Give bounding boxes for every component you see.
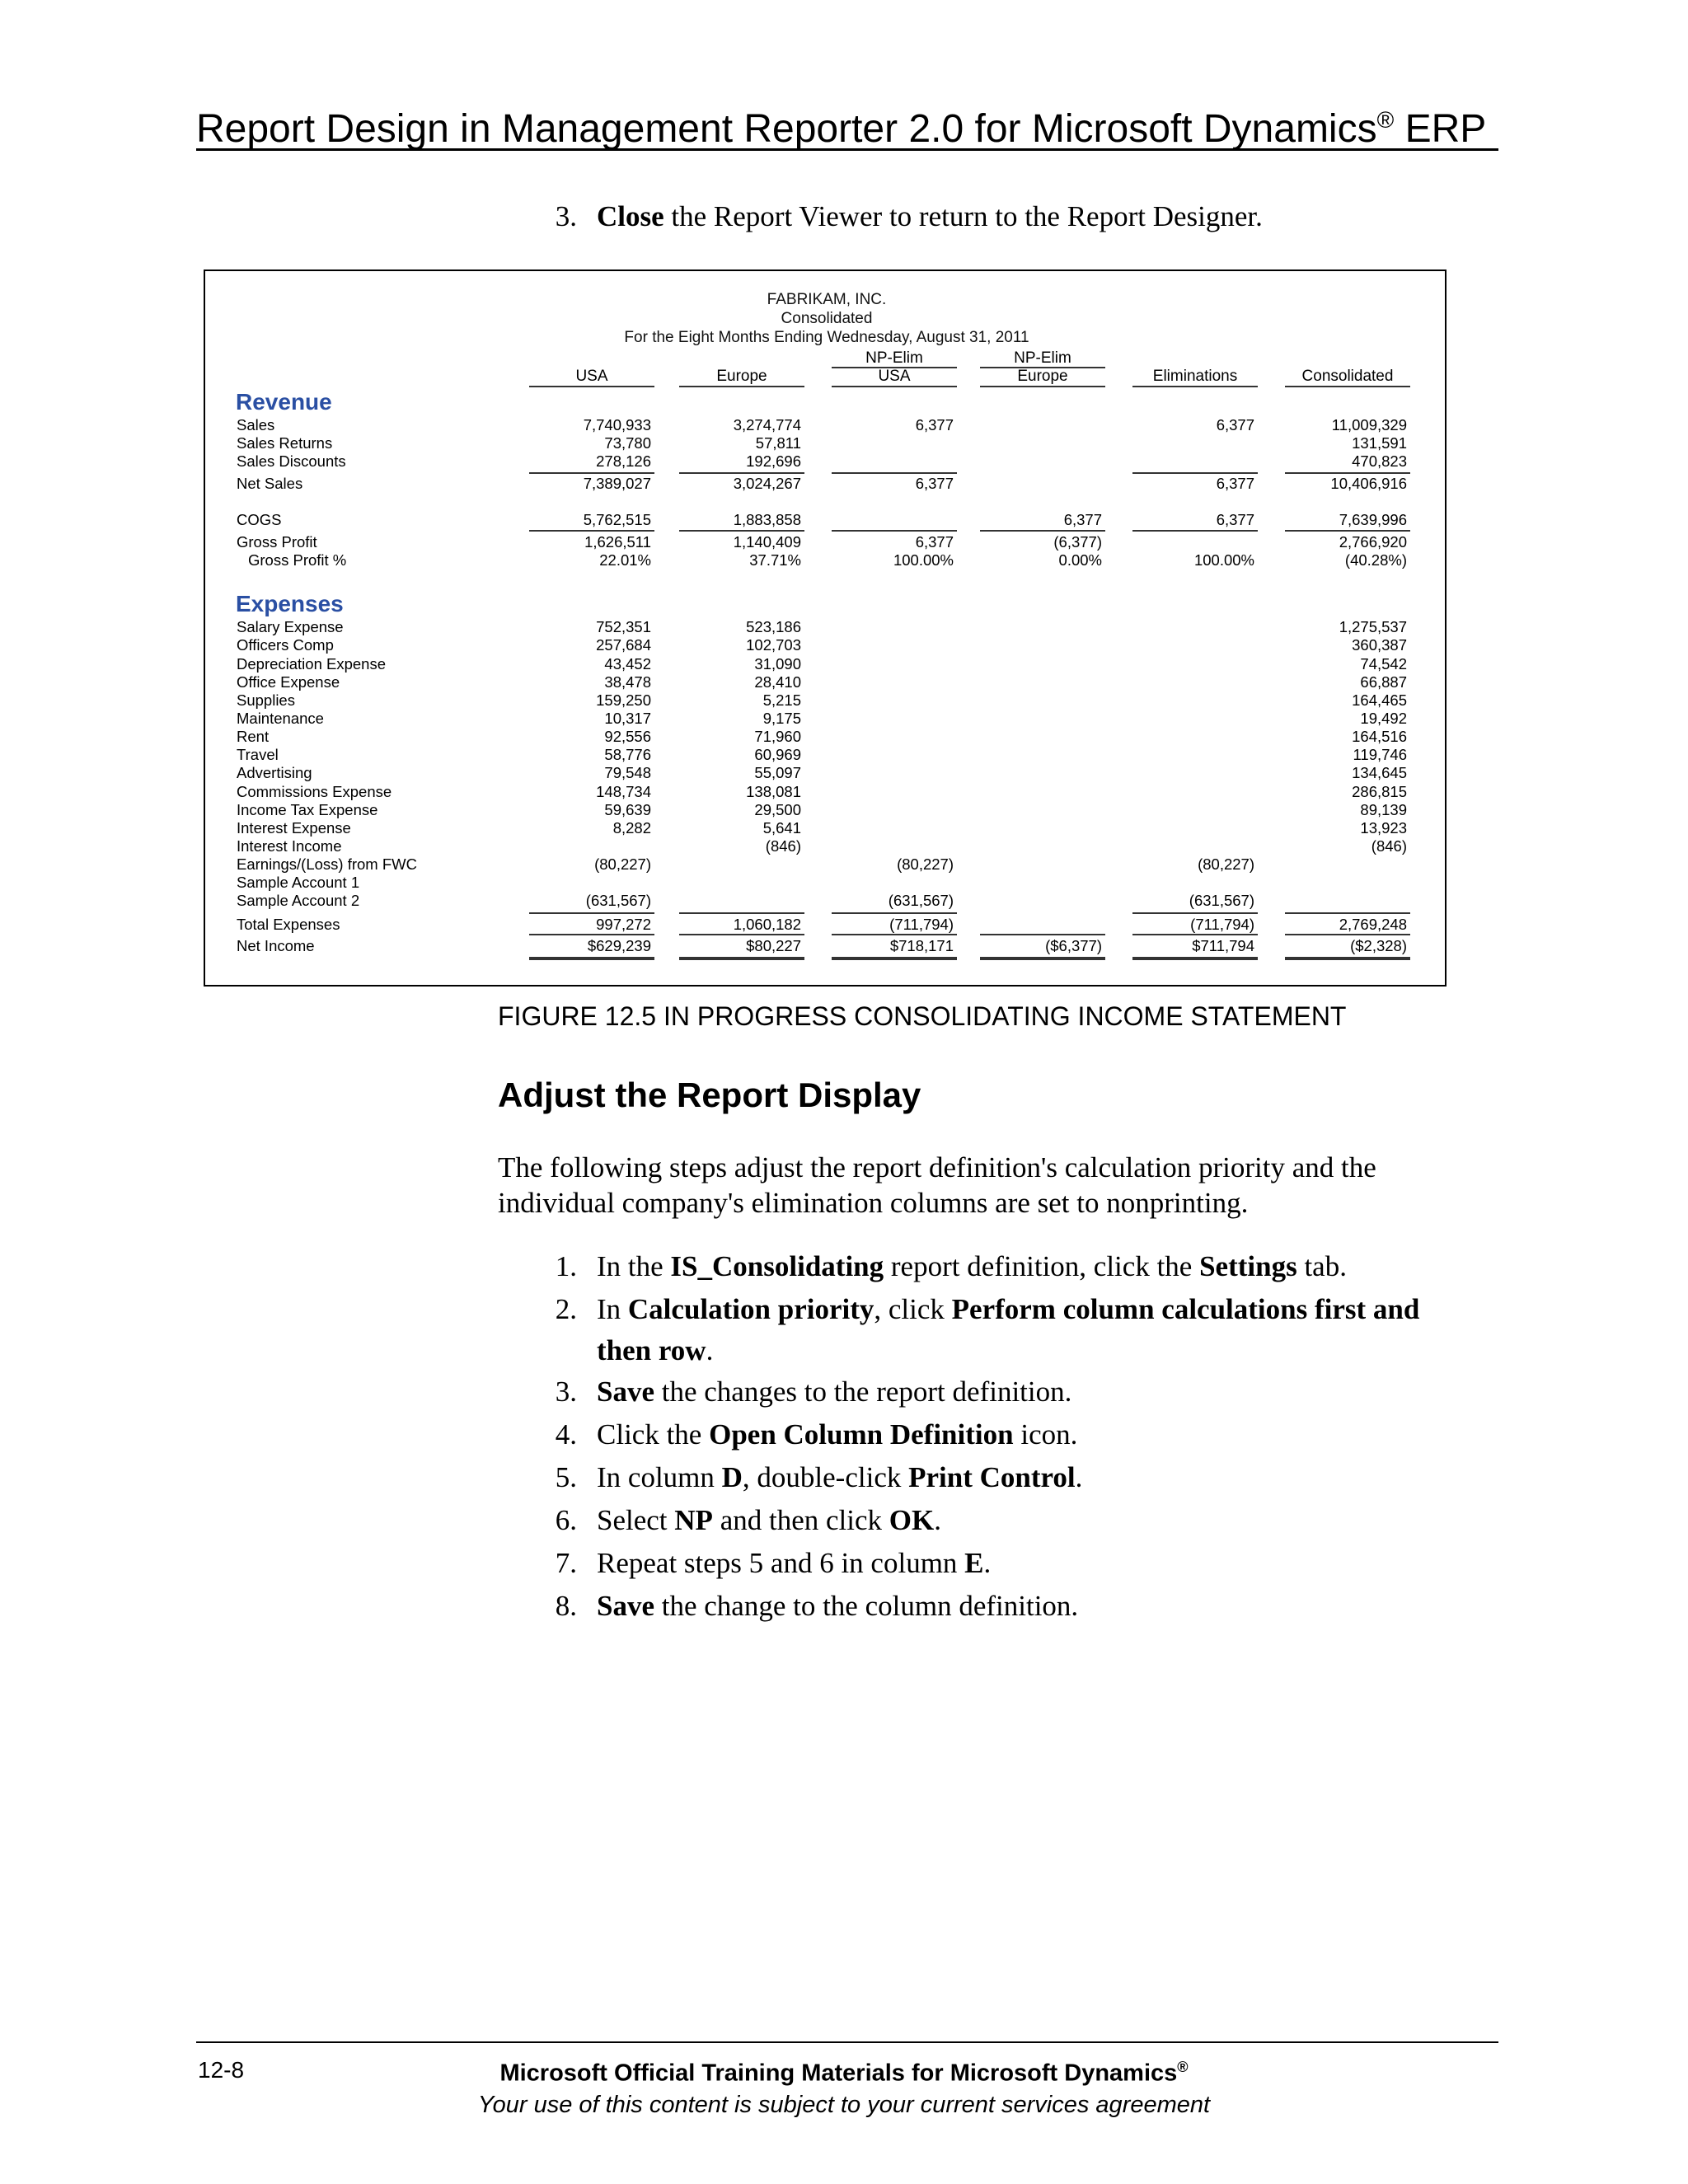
- sum-rule: [832, 912, 957, 914]
- revenue-value: 1,626,511: [584, 533, 651, 551]
- revenue-value: 3,274,774: [733, 416, 801, 434]
- page-header: [196, 92, 1498, 151]
- expense-value: 134,645: [1352, 764, 1407, 781]
- sum-rule: [1285, 912, 1410, 914]
- sum-rule: [832, 472, 957, 474]
- revenue-label: Gross Profit: [237, 533, 317, 551]
- body-paragraph: The following steps adjust the report definition's calculation priority and the individual company's elimination columns are set to nonprinting.: [498, 1151, 1376, 1219]
- step-text: In the IS_Consolidating report definition, click the Settings tab.: [597, 1250, 1347, 1282]
- step-text: In Calculation priority, click Perform column calculations first and then row.: [597, 1293, 1420, 1366]
- sum-rule: [832, 934, 957, 935]
- section-heading: Adjust the Report Display: [498, 1076, 921, 1114]
- expense-value: 164,465: [1352, 691, 1407, 709]
- expense-value: 31,090: [754, 655, 801, 673]
- revenue-value: 6,377: [1216, 511, 1254, 528]
- expense-value: 148,734: [596, 783, 651, 800]
- expense-value: 164,516: [1352, 728, 1407, 745]
- expense-value: (846): [1371, 837, 1407, 855]
- revenue-value: 37.71%: [749, 551, 801, 569]
- column-header: Consolidated: [1285, 368, 1410, 387]
- step-number: 5.: [555, 1461, 577, 1493]
- intro-step: [528, 196, 1517, 237]
- revenue-value: 10,406,916: [1330, 475, 1407, 492]
- expense-label: Total Expenses: [237, 916, 340, 933]
- sum-rule: [980, 934, 1105, 935]
- revenue-value: 278,126: [596, 452, 651, 470]
- expense-label: Earnings/(Loss) from FWC: [237, 855, 417, 873]
- revenue-value: 1,140,409: [733, 533, 801, 551]
- sum-rule: [679, 472, 804, 474]
- revenue-label: COGS: [237, 511, 282, 528]
- step-text: Save the change to the column definition.: [597, 1590, 1079, 1622]
- revenue-value: 7,740,933: [583, 416, 651, 434]
- figure-caption: FIGURE 12.5 IN PROGRESS CONSOLIDATING INCOME STATEMENT: [498, 1001, 1347, 1031]
- expense-label: Interest Income: [237, 837, 342, 855]
- expense-label: Advertising: [237, 764, 312, 781]
- total-rule: [1285, 957, 1410, 960]
- column-header: Eliminations: [1132, 368, 1258, 387]
- sum-rule: [1132, 912, 1258, 914]
- revenue-value: (40.28%): [1344, 551, 1407, 569]
- expense-value: 119,746: [1353, 746, 1407, 763]
- expense-value: 55,097: [754, 764, 801, 781]
- step-number: 3.: [555, 1376, 577, 1408]
- step-text: Select NP and then click OK.: [597, 1504, 941, 1536]
- revenue-value: (6,377): [1053, 533, 1102, 551]
- revenue-value: 73,780: [604, 434, 651, 452]
- expense-label: Income Tax Expense: [237, 801, 378, 818]
- revenue-label: Sales Discounts: [237, 452, 346, 470]
- column-header: Europe: [679, 368, 804, 387]
- expense-value: (80,227): [897, 855, 954, 873]
- page-number: 12-8: [198, 2057, 245, 2083]
- expense-value: 38,478: [604, 673, 651, 691]
- total-rule: [1132, 957, 1258, 960]
- expense-value: (711,794): [1190, 916, 1254, 933]
- step-text: Save the changes to the report definition.: [597, 1376, 1072, 1408]
- expense-value: 58,776: [604, 746, 651, 763]
- revenue-value: 100.00%: [1193, 551, 1254, 569]
- expense-label: Rent: [237, 728, 270, 745]
- expense-value: 28,410: [754, 673, 801, 691]
- expense-value: 71,960: [754, 728, 801, 745]
- expense-value: 29,500: [754, 801, 801, 818]
- expense-value: 92,556: [604, 728, 651, 745]
- expense-value: 752,351: [596, 618, 651, 635]
- sum-rule: [529, 934, 654, 935]
- column-header: Europe: [980, 368, 1105, 387]
- step-text: Click the Open Column Definition icon.: [597, 1418, 1078, 1451]
- expense-value: 997,272: [596, 916, 651, 933]
- expense-value: 10,317: [604, 710, 651, 727]
- expense-value: 9,175: [762, 710, 801, 727]
- expense-value: 59,639: [604, 801, 651, 818]
- expense-value: 13,923: [1360, 819, 1407, 837]
- step-item: [528, 1289, 1517, 1371]
- total-rule: [529, 957, 654, 960]
- total-rule: [980, 957, 1105, 960]
- expense-label: Sample Account 1: [237, 874, 360, 891]
- revenue-value: 6,377: [1063, 511, 1102, 528]
- total-rule: [679, 957, 804, 960]
- expense-value: 286,815: [1352, 783, 1407, 800]
- expense-value: 8,282: [612, 819, 651, 837]
- sum-rule: [1285, 934, 1410, 935]
- footer-title: Microsoft Official Training Materials for Microsoft Dynamics®: [499, 2059, 1189, 2087]
- revenue-value: 100.00%: [893, 551, 954, 569]
- expense-value: 19,492: [1360, 710, 1407, 727]
- footer-notice: Your use of this content is subject to your current services agreement: [477, 2092, 1211, 2118]
- expense-label: Net Income: [237, 937, 315, 954]
- expense-label: Maintenance: [237, 710, 324, 727]
- expense-label: Salary Expense: [237, 618, 344, 635]
- step-text: Repeat steps 5 and 6 in column E.: [597, 1547, 992, 1579]
- sum-rule: [679, 912, 804, 914]
- revenue-value: 6,377: [915, 475, 954, 492]
- revenue-label: Gross Profit %: [248, 551, 347, 569]
- footer-rule: [196, 2041, 1498, 2043]
- revenue-value: 192,696: [746, 452, 801, 470]
- report-period: For the Eight Months Ending Wednesday, August 31, 2011: [624, 329, 1029, 346]
- expense-value: 79,548: [604, 764, 651, 781]
- expense-value: 66,887: [1360, 673, 1407, 691]
- expense-value: 159,250: [596, 691, 651, 709]
- expense-value: ($2,328): [1350, 937, 1407, 954]
- revenue-value: 57,811: [755, 434, 801, 452]
- expense-label: Supplies: [237, 691, 295, 709]
- header-title: Report Design in Management Reporter 2.0 for Microsoft Dynamics® ERP: [196, 107, 1487, 151]
- expense-label: Sample Account 2: [237, 892, 360, 909]
- expenses-title: Expenses: [236, 591, 344, 616]
- expense-label: Depreciation Expense: [237, 655, 386, 673]
- revenue-value: 131,591: [1352, 434, 1407, 452]
- expense-value: 257,684: [596, 636, 651, 654]
- sum-rule: [1132, 530, 1258, 532]
- expense-value: $711,794: [1192, 937, 1254, 954]
- step-number: 3.: [555, 200, 577, 232]
- sum-rule: [679, 530, 804, 532]
- sum-rule: [980, 530, 1105, 532]
- revenue-value: 6,377: [915, 533, 954, 551]
- revenue-value: 1,883,858: [733, 511, 801, 528]
- step-number: 6.: [555, 1504, 577, 1536]
- revenue-value: 7,389,027: [583, 475, 651, 492]
- sum-rule: [1285, 530, 1410, 532]
- column-header-top: NP-Elim: [980, 349, 1105, 368]
- expense-value: 360,387: [1352, 636, 1407, 654]
- revenue-value: 6,377: [1216, 475, 1254, 492]
- expense-value: 60,969: [754, 746, 801, 763]
- report-figure: [204, 269, 1447, 987]
- revenue-value: 0.00%: [1058, 551, 1102, 569]
- total-rule: [832, 957, 957, 960]
- expense-label: Office Expense: [237, 673, 340, 691]
- step-number: 1.: [555, 1250, 577, 1282]
- expense-value: $718,171: [889, 937, 954, 954]
- sum-rule: [1132, 472, 1258, 474]
- expense-value: 74,542: [1360, 655, 1407, 673]
- step-item: [528, 1586, 1517, 1668]
- expense-label: Interest Expense: [237, 819, 351, 837]
- sum-rule: [1285, 472, 1410, 474]
- revenue-label: Net Sales: [237, 475, 303, 492]
- expense-value: 1,275,537: [1339, 618, 1407, 635]
- revenue-value: 470,823: [1352, 452, 1407, 470]
- expense-value: 43,452: [604, 655, 651, 673]
- expense-value: 5,641: [762, 819, 801, 837]
- expense-value: (711,794): [889, 916, 954, 933]
- report-company: FABRIKAM, INC.: [767, 291, 887, 308]
- step-number: 7.: [555, 1547, 577, 1579]
- expense-value: 523,186: [746, 618, 801, 635]
- expense-value: 89,139: [1360, 801, 1407, 818]
- revenue-value: 22.01%: [599, 551, 651, 569]
- step-number: 2.: [555, 1293, 577, 1325]
- expense-value: (631,567): [585, 892, 651, 909]
- expense-label: Officers Comp: [237, 636, 334, 654]
- revenue-label: Sales: [237, 416, 275, 434]
- expense-value: 138,081: [746, 783, 801, 800]
- report-subtitle: Consolidated: [781, 310, 873, 327]
- sum-rule: [529, 472, 654, 474]
- expense-value: (80,227): [594, 855, 651, 873]
- sum-rule: [529, 912, 654, 914]
- sum-rule: [1132, 934, 1258, 935]
- revenue-value: 11,009,329: [1331, 416, 1407, 434]
- sum-rule: [679, 934, 804, 935]
- step-text: In column D, double-click Print Control.: [597, 1461, 1083, 1493]
- column-header-top: NP-Elim: [832, 349, 957, 368]
- expense-value: (80,227): [1198, 855, 1254, 873]
- expense-value: 1,060,182: [733, 916, 801, 933]
- revenue-value: 2,766,920: [1339, 533, 1407, 551]
- expense-value: (631,567): [1189, 892, 1254, 909]
- expense-value: 2,769,248: [1339, 916, 1407, 933]
- column-header: USA: [529, 368, 654, 387]
- revenue-value: 6,377: [915, 416, 954, 434]
- sum-rule: [529, 530, 654, 532]
- step-number: 4.: [555, 1418, 577, 1451]
- revenue-value: 3,024,267: [733, 475, 801, 492]
- revenue-value: 5,762,515: [583, 511, 651, 528]
- revenue-value: 6,377: [1216, 416, 1254, 434]
- expense-value: 5,215: [762, 691, 801, 709]
- expense-value: 102,703: [746, 636, 801, 654]
- step-number: 8.: [555, 1590, 577, 1622]
- revenue-title: Revenue: [236, 389, 332, 415]
- expense-value: ($6,377): [1045, 937, 1102, 954]
- revenue-label: Sales Returns: [237, 434, 333, 452]
- sum-rule: [832, 530, 957, 532]
- expense-value: (846): [765, 837, 801, 855]
- expense-label: Travel: [237, 746, 279, 763]
- expense-value: $629,239: [587, 937, 651, 954]
- revenue-value: 7,639,996: [1339, 511, 1407, 528]
- expense-value: $80,227: [746, 937, 801, 954]
- expense-value: (631,567): [888, 892, 954, 909]
- step-text: Close the Report Viewer to return to the Report Designer.: [597, 200, 1263, 232]
- expense-label: Commissions Expense: [237, 783, 392, 800]
- column-header: USA: [832, 368, 957, 387]
